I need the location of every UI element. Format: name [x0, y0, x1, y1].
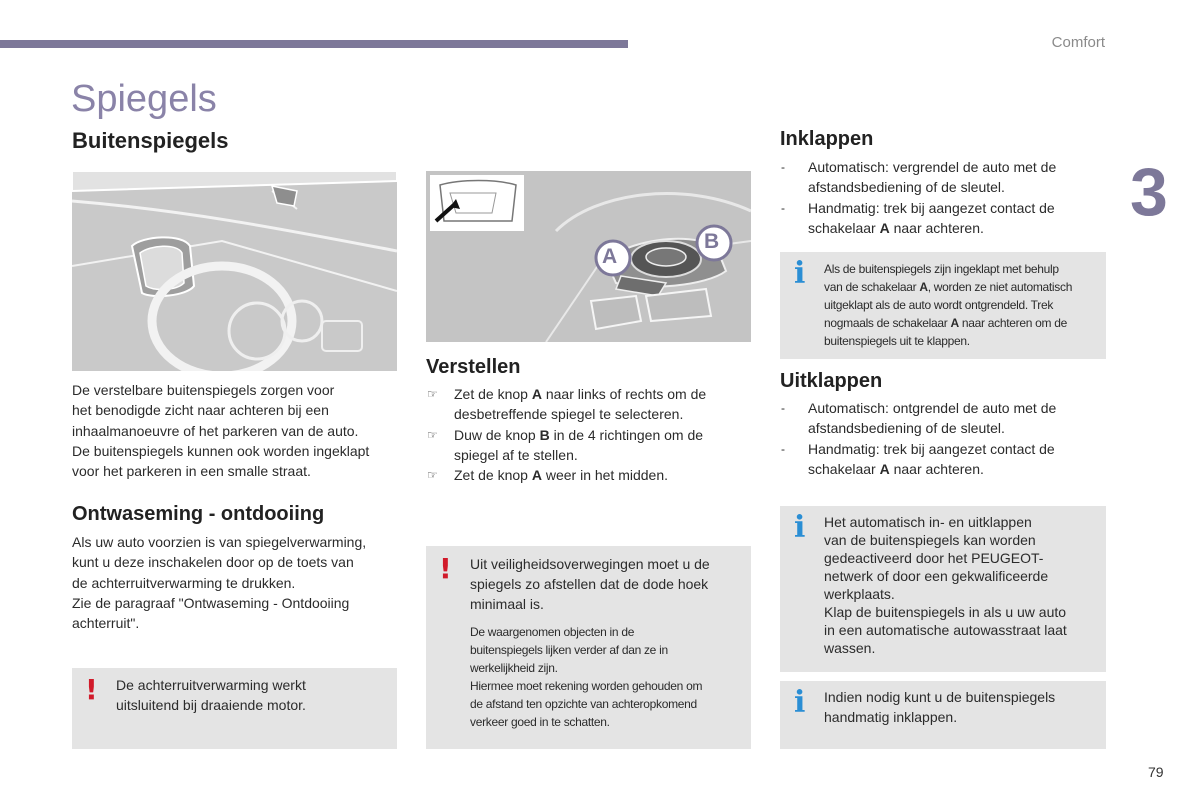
pointing-hand-icon: ☞	[427, 468, 438, 483]
list-item: - Automatisch: vergrendel de auto met de afstandsbediening of de sleutel.	[781, 159, 1057, 196]
intro-text: De verstelbare buitenspiegels zorgen voor het benodigde zicht naar achteren bij een inhaalmanoeuvre of het parkeren van de auto. De buitenspiegels kunnen ook worden ingeklapt voor het parkeren in een smalle straat.	[72, 382, 370, 480]
list-item: - Automatisch: ontgrendel de auto met de afstandsbediening of de sleutel.	[781, 400, 1057, 437]
warning-icon: !	[85, 673, 98, 706]
mirror-switch-drawing	[426, 171, 751, 342]
warning-text: De achterruitverwarming werkt uitsluitend bij draaiende motor.	[116, 677, 306, 713]
dash-icon: -	[781, 200, 785, 215]
list-item: ☞ Zet de knop A weer in het midden.	[426, 465, 751, 485]
info-deactivate-text: Het automatisch in- en uitklappen van de buitenspiegels kan worden gedeactiveerd door het PEUGEOT- netwerk of door een gekwalificeerde werkplaats. Klap de buitenspiegels in als u uw auto in een automatische autowasstraat laat wassen.	[824, 514, 1067, 656]
car-interior-mirror-drawing	[72, 171, 397, 371]
label-a: A	[602, 245, 618, 268]
list-item: - Handmatig: trek bij aangezet contact de schakelaar A naar achteren.	[781, 440, 1055, 477]
info-icon: i	[794, 510, 806, 545]
heading-buitenspiegels: Buitenspiegels	[72, 128, 229, 153]
defrost-text: Als uw auto voorzien is van spiegelverwarming, kunt u deze inschakelen door op de toets van de achterruitverwarming te drukken. Zie de paragraaf "Ontwaseming - Ontdooiing achterruit".	[72, 534, 367, 632]
info-box-fold	[780, 252, 1106, 359]
list-item: ☞ Zet de knop A naar links of rechts om de desbetreffende spiegel te selecteren.	[427, 386, 707, 423]
info-icon: i	[794, 256, 806, 291]
info-box-deactivate	[780, 506, 1106, 672]
dash-icon: -	[781, 160, 785, 174]
warning-small-text: De waargenomen objecten in de buitenspiegels lijken verder af dan ze in werkelijkheid zijn. Hiermee moet rekening worden gehouden om de afstand ten opzichte van achteropkomend verkeer goed in te schatten.	[470, 625, 703, 729]
list-item: - Handmatig: trek bij aangezet contact de schakelaar A naar achteren.	[781, 199, 1055, 236]
info-box-manual	[780, 681, 1106, 749]
switch-illustration	[426, 171, 751, 342]
page-title: Spiegels	[71, 78, 217, 120]
info-icon: i	[794, 685, 806, 720]
label-b: B	[704, 230, 720, 253]
pointing-hand-icon: ☞	[427, 387, 438, 401]
page-number: 79	[1148, 764, 1164, 780]
dash-icon: -	[781, 441, 785, 456]
mirror-illustration	[72, 171, 397, 371]
info-manual-text: Indien nodig kunt u de buitenspiegels handmatig inklappen.	[824, 689, 1056, 725]
warning-box-defrost	[72, 668, 397, 749]
unfold-list	[780, 398, 1110, 479]
adjust-steps-list	[426, 384, 751, 485]
warning-box-adjust	[426, 546, 751, 749]
header-accent-bar	[0, 40, 628, 48]
heading-ontwaseming: Ontwaseming - ontdooiing	[72, 503, 325, 525]
list-item: ☞ Duw de knop B in de 4 richtingen om de spiegel af te stellen.	[427, 426, 704, 463]
dash-icon: -	[781, 401, 785, 415]
heading-uitklappen: Uitklappen	[780, 370, 883, 392]
pointing-hand-icon: ☞	[427, 427, 438, 442]
warning-main-text: Uit veiligheidsoverwegingen moet u de spiegels zo afstellen dat de dode hoek minimaal is.	[470, 556, 710, 612]
warning-icon: !	[439, 552, 452, 585]
section-label: Comfort	[1051, 34, 1105, 51]
chapter-number: 3	[1130, 154, 1168, 230]
heading-verstellen: Verstellen	[426, 356, 521, 378]
fold-list	[780, 157, 1110, 238]
heading-inklappen: Inklappen	[780, 128, 874, 150]
info-fold-text: Als de buitenspiegels zijn ingeklapt met behulp van de schakelaar A, worden ze niet automatisch uitgeklapt als de auto wordt ontgrendeld. Trek nogmaals de schakelaar A naar achteren om de buitenspiegels uit te klappen.	[824, 262, 1073, 348]
